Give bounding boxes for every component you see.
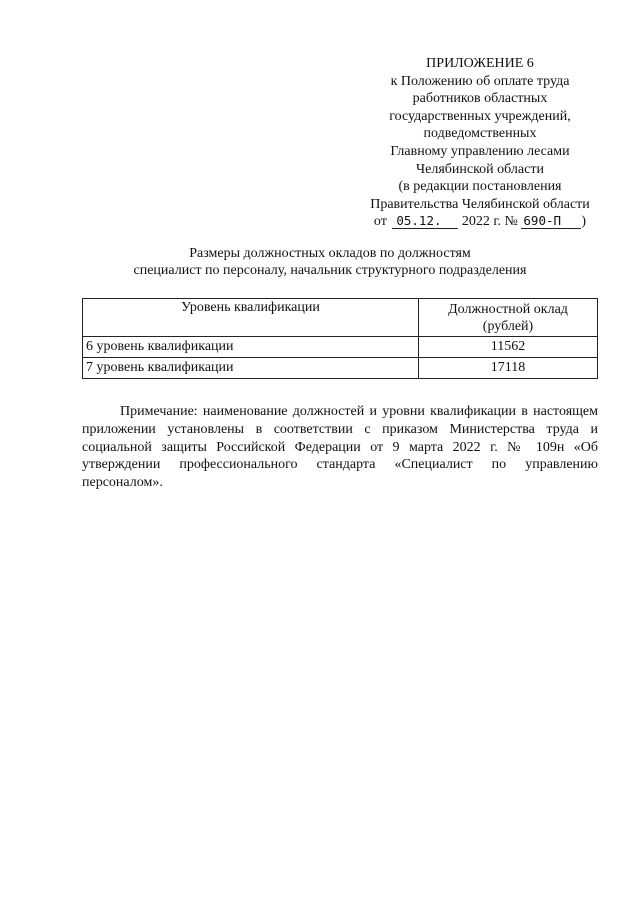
qualification-level-cell: 7 уровень квалификации	[83, 358, 419, 379]
column-header-salary	[419, 299, 598, 337]
appendix-title: ПРИЛОЖЕНИЕ 6	[426, 56, 534, 71]
note-paragraph: Примечание: наименование должностей и уровни квалификации в настоящем приложении установлены в соответствии с приказом Министерства труда и социальной защиты Российской Федерации от 9 марта 2022 г. № 109н «Об утверждении профессионального стандарта «Специалист по управлению персоналом».	[82, 404, 598, 491]
appendix-line: к Положению об оплате труда	[390, 73, 570, 89]
year-text: 2022 г. №	[461, 214, 518, 230]
column-header-level: Уровень квалификации	[83, 299, 419, 337]
appendix-line: государственных учреждений,	[389, 108, 571, 124]
salary-table	[82, 298, 598, 379]
salary-cell: 17118	[419, 358, 598, 379]
document-title	[60, 245, 600, 279]
title-line-2: специалист по персоналу, начальник структурного подразделения	[133, 263, 527, 278]
table-row	[83, 358, 598, 379]
appendix-line: (в редакции постановления	[398, 179, 562, 195]
title-line-1: Размеры должностных окладов по должностям	[189, 246, 471, 261]
qualification-level-cell: 6 уровень квалификации	[83, 337, 419, 358]
appendix-line: Главному управлению лесами	[390, 143, 570, 159]
resolution-date: 05.12.	[392, 213, 458, 229]
appendix-line: подведомственных	[423, 126, 537, 142]
salary-cell: 11562	[419, 337, 598, 358]
table-header-row	[83, 299, 598, 337]
closing-paren: )	[581, 214, 587, 230]
column-header-salary-line2: (рублей)	[482, 318, 534, 334]
column-header-salary-line1: Должностной оклад	[448, 301, 568, 317]
resolution-number: 690-П	[521, 213, 581, 229]
appendix-line: Челябинской области	[416, 161, 544, 177]
appendix-line: Правительства Челябинской области	[370, 196, 590, 212]
appendix-line: работников областных	[412, 91, 548, 107]
date-prefix: от	[373, 214, 387, 230]
appendix-header	[330, 55, 630, 231]
table-row	[83, 337, 598, 358]
resolution-date-line	[330, 213, 630, 231]
